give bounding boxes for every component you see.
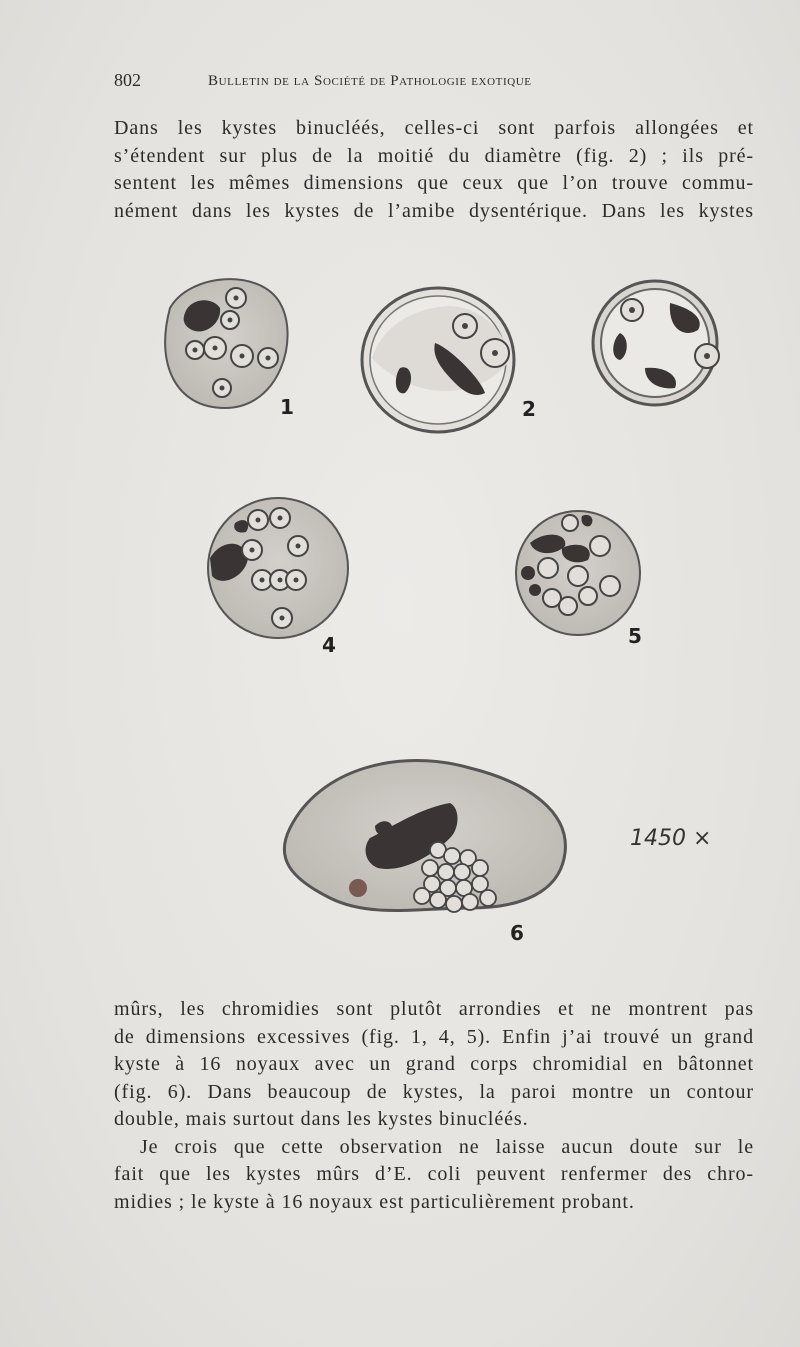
text-line: kyste à 16 noyaux avec un grand corps chromidial en bâtonnet bbox=[114, 1053, 754, 1075]
cyst-figure-3 bbox=[593, 281, 719, 405]
cyst-figure-2 bbox=[362, 288, 514, 432]
figure-label-6: 6 bbox=[510, 921, 524, 945]
paragraph-2 bbox=[114, 1134, 754, 1217]
page-header bbox=[114, 70, 674, 100]
cyst-figure-6 bbox=[284, 761, 565, 913]
text-line: nément dans les kystes de l’amibe dysentérique. Dans les kystes bbox=[114, 199, 754, 222]
top-paragraph bbox=[114, 115, 754, 225]
text-line: sentent les mêmes dimensions que ceux que l’on trouve commu- bbox=[114, 172, 754, 194]
text-line: midies ; le kyste à 16 noyaux est particulièrement probant. bbox=[114, 1190, 635, 1213]
bottom-text bbox=[114, 996, 754, 1216]
magnification-note: 1450 × bbox=[630, 826, 712, 851]
cyst-figure-1 bbox=[165, 279, 287, 408]
paragraph-1 bbox=[114, 996, 754, 1134]
figure-label-5: 5 bbox=[628, 624, 642, 648]
cyst-figure-5 bbox=[516, 511, 640, 635]
text-line: s’étendent sur plus de la moitié du diamètre (fig. 2) ; ils pré- bbox=[114, 144, 754, 167]
figure-label-2: 2 bbox=[522, 397, 536, 421]
figure-label-1: 1 bbox=[280, 395, 294, 419]
text-line: de dimensions excessives (fig. 1, 4, 5). Enfin j’ai trouvé un grand bbox=[114, 1025, 754, 1048]
text-line: Je crois que cette observation ne laisse aucun doute sur le bbox=[140, 1135, 754, 1158]
text-line: Dans les kystes binucléés, celles-ci sont parfois allongées et bbox=[114, 117, 754, 139]
text-line: double, mais surtout dans les kystes binucléés. bbox=[114, 1108, 529, 1130]
running-title: Bulletin de la Société de Pathologie exotique bbox=[208, 73, 532, 89]
text-line: fait que les kystes mûrs d’E. coli peuvent renfermer des chro- bbox=[114, 1163, 754, 1185]
text-line: mûrs, les chromidies sont plutôt arrondies et ne montrent pas bbox=[114, 998, 754, 1020]
text-line: (fig. 6). Dans beaucoup de kystes, la paroi montre un contour bbox=[114, 1080, 754, 1103]
figure-plate bbox=[150, 268, 750, 958]
page-number: 802 bbox=[114, 70, 141, 90]
cyst-figure-4 bbox=[208, 498, 348, 638]
figure-label-4: 4 bbox=[322, 633, 336, 657]
